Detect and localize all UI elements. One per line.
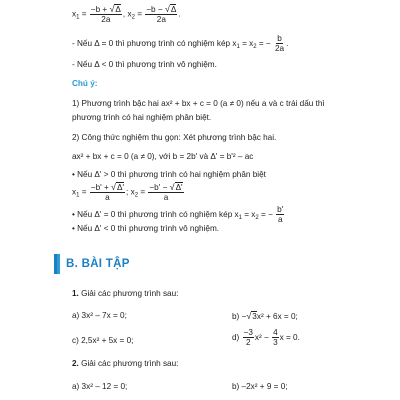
delta-neg-line: - Nếu Δ < 0 thì phương trình vô nghiệm. bbox=[72, 60, 217, 69]
exercise-1c: c) 2,5x² + 5x = 0; bbox=[72, 336, 134, 345]
section-bar-inner bbox=[54, 254, 57, 274]
x2-fraction: $\frac{-b - √\Delta}{2a}$ bbox=[146, 4, 177, 25]
x1-label: x bbox=[72, 9, 77, 19]
x2-label: x bbox=[127, 9, 132, 19]
note1-line2: phương trình có hai nghiệm phân biệt. bbox=[72, 113, 212, 122]
exercise-2a: a) 3x² – 12 = 0; bbox=[72, 382, 128, 391]
delta-zero-fraction: $\frac{b}{2a}$ bbox=[275, 34, 285, 54]
exercise-1-heading: 1. Giải các phương trình sau: bbox=[72, 289, 179, 298]
reduced-x2-fraction: $\frac{-b' - √\Delta'}{a}$ bbox=[149, 182, 183, 203]
exercise-2b: b) –2x² + 9 = 0; bbox=[232, 382, 288, 391]
note1-line1: 1) Phương trình bậc hai ax² + bx + c = 0 (a ≠ 0) nếu a và c trái dấu thì bbox=[72, 99, 325, 108]
section-bar-icon bbox=[54, 254, 60, 274]
reduced-roots-formula: $x_1$ = $\frac{-b' + √\Delta'}{a}$ ; $x_2$ = $\frac{-b' - √\Delta'}{a}$ bbox=[72, 182, 183, 203]
bullet-zero-fraction: $\frac{b'}{a}$ bbox=[277, 205, 284, 225]
note2-equation: ax² + bx + c = 0 (a ≠ 0), với b = 2b' và Δ' = b'² – ac bbox=[72, 152, 254, 161]
roots-formula: $x_1$ = $\frac{-b + √\Delta}{2a}$ , $x_2$ = $\frac{-b - √\Delta}{2a}$ . bbox=[72, 4, 181, 25]
delta-zero-line: - Nếu Δ = 0 thì phương trình có nghiệm kép $x_1 = x_2$ = − $\frac{b}{2a}$ . bbox=[72, 34, 289, 54]
reduced-x1-fraction: $\frac{-b' + √\Delta'}{a}$ bbox=[90, 182, 125, 203]
x1-fraction: $\frac{-b + √\Delta}{2a}$ bbox=[90, 4, 121, 25]
exercise-1a: a) 3x² – 7x = 0; bbox=[72, 311, 127, 320]
exercise-2-heading: 2. Giải các phương trình sau: bbox=[72, 359, 179, 368]
note-heading: Chú ý: bbox=[72, 79, 98, 88]
exercise-1b: b) −√3x² + 6x = 0; bbox=[232, 311, 298, 321]
d-fraction-1: $\frac{-3}{2}$ bbox=[243, 328, 253, 348]
d-fraction-2: $\frac{4}{3}$ bbox=[273, 328, 278, 348]
bullet-double-root: • Nếu Δ' = 0 thì phương trình có nghiệm kép $x_1 = x_2$ = − $\frac{b'}{a}$ bbox=[72, 205, 284, 225]
section-title: B. BÀI TẬP bbox=[66, 258, 130, 270]
bullet-two-roots: • Nếu Δ' > 0 thì phương trình có hai nghiệm phân biệt bbox=[72, 170, 266, 179]
note2-title: 2) Công thức nghiệm thu gọn: Xét phương trình bậc hai. bbox=[72, 133, 277, 142]
exercise-1d: d) $\frac{-3}{2}$ x² − $\frac{4}{3}$ x = 0. bbox=[232, 328, 300, 348]
bullet-no-root: • Nếu Δ' < 0 thì phương trình vô nghiệm. bbox=[72, 224, 220, 233]
